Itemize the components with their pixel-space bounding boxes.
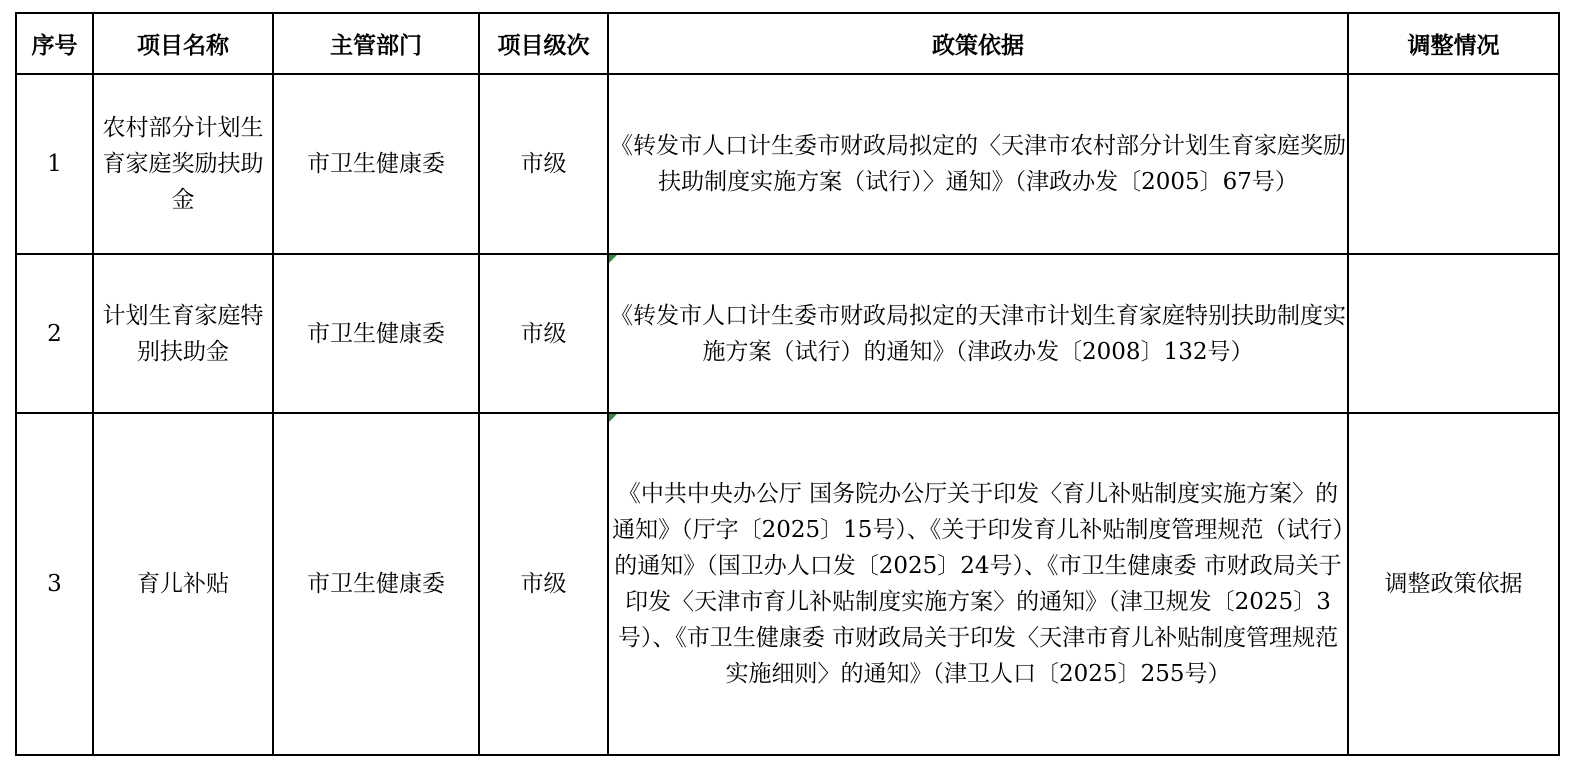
cell-level: 市级 [479,254,608,413]
header-department: 主管部门 [273,13,479,74]
cell-adjustment: 调整政策依据 [1348,413,1559,755]
cell-policy-basis: 《转发市人口计生委市财政局拟定的〈天津市农村部分计划生育家庭奖励扶助制度实施方案（试行）〉通知》（津政办发〔2005〕67号） [608,74,1348,254]
comment-marker-icon [609,255,617,263]
cell-department: 市卫生健康委 [273,413,479,755]
cell-level: 市级 [479,74,608,254]
cell-policy-basis-text: 《转发市人口计生委市财政局拟定的天津市计划生育家庭特别扶助制度实施方案（试行）的通知》（津政办发〔2008〕132号） [610,302,1346,365]
table-row [16,74,1559,254]
cell-adjustment [1348,74,1559,254]
cell-project-name: 计划生育家庭特别扶助金 [93,254,273,413]
cell-project-name: 农村部分计划生育家庭奖励扶助金 [93,74,273,254]
cell-level: 市级 [479,413,608,755]
cell-policy-basis-text: 《中共中央办公厅 国务院办公厅关于印发〈育儿补贴制度实施方案〉的通知》（厅字〔2025〕15号）、《关于印发育儿补贴制度管理规范（试行）的通知》（国卫办人口发〔2025〕24号）、《市卫生健康委 市财政局关于印发〈天津市育儿补贴制度实施方案〉的通知》（津卫规发〔2025〕3号）、《市卫生健康委 市财政局关于印发〈天津市育儿补贴制度管理规范实施细则〉的通知》（津卫人口〔2025〕255号） [612,481,1344,687]
header-adjustment: 调整情况 [1348,13,1559,74]
cell-department: 市卫生健康委 [273,254,479,413]
cell-seq: 3 [16,413,93,755]
cell-department: 市卫生健康委 [273,74,479,254]
header-seq: 序号 [16,13,93,74]
table-row [16,254,1559,413]
cell-seq: 1 [16,74,93,254]
cell-policy-basis [608,254,1348,413]
table-row [16,413,1559,755]
header-project-name: 项目名称 [93,13,273,74]
policy-table [15,12,1560,756]
cell-policy-basis [608,413,1348,755]
header-policy-basis: 政策依据 [608,13,1348,74]
cell-seq: 2 [16,254,93,413]
header-row [16,13,1559,74]
comment-marker-icon [609,414,617,422]
cell-project-name: 育儿补贴 [93,413,273,755]
cell-adjustment [1348,254,1559,413]
header-level: 项目级次 [479,13,608,74]
